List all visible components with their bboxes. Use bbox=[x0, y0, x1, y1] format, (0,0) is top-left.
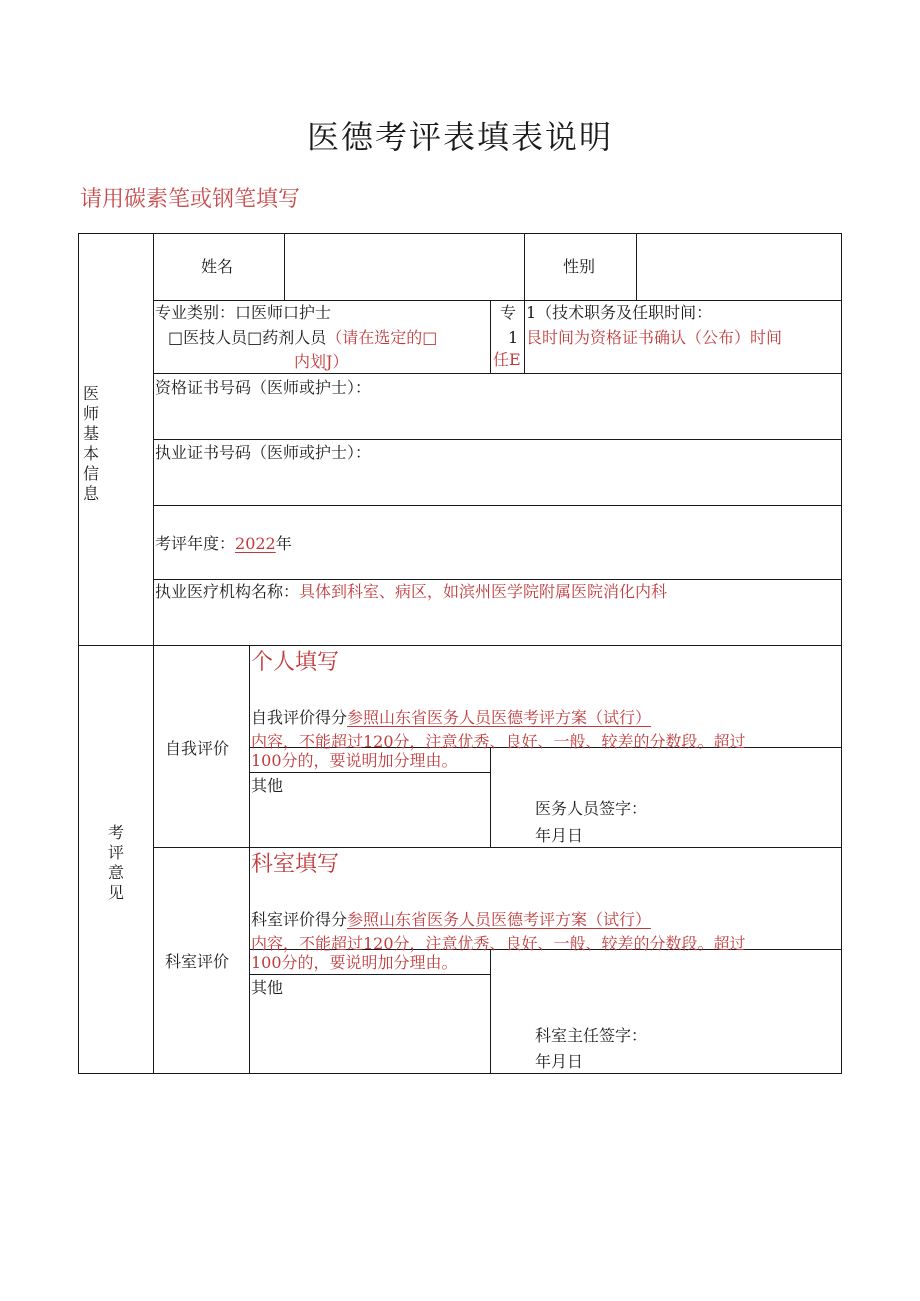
qualification-label: 资格证书号码（医师或护士）： bbox=[155, 378, 372, 397]
dept-score-hint-3: 100分的，要说明加分理由。 bbox=[251, 953, 458, 972]
name-label: 姓名 bbox=[201, 257, 234, 276]
self-signature-label: 医务人员签字： bbox=[535, 799, 648, 818]
license-field[interactable] bbox=[155, 468, 839, 502]
self-score-label: 自我评价得分 bbox=[251, 708, 348, 727]
self-other-label: 其他 bbox=[251, 776, 284, 795]
year-label: 考评年度： bbox=[155, 534, 236, 553]
title-col-2: 1 bbox=[508, 328, 519, 347]
category-options[interactable]: □医技人员□药剂人员 bbox=[168, 328, 327, 347]
institution-row bbox=[155, 580, 667, 604]
year-suffix: 年 bbox=[275, 534, 292, 553]
year-row bbox=[155, 532, 292, 556]
page-title: 医德考评表填表说明 bbox=[306, 118, 613, 156]
self-score-hint-1: 参照山东省医务人员医德考评方案（试行） bbox=[347, 708, 652, 727]
self-score-hint-3: 100分的，要说明加分理由。 bbox=[251, 751, 458, 770]
self-score-hint-2: 内容，不能超过120分，注意优秀、良好、一般、较差的分数段。超过 bbox=[251, 732, 746, 751]
section-label-basic-info: 医师基本信息 bbox=[82, 384, 99, 503]
gender-label: 性别 bbox=[563, 257, 596, 276]
name-field[interactable] bbox=[286, 235, 522, 299]
license-label: 执业证书号码（医师或护士）： bbox=[155, 443, 372, 462]
category-hint-a: （请在选定的□ bbox=[326, 328, 438, 347]
category-hint-b: 内划J） bbox=[294, 352, 349, 371]
dept-score-hint-2: 内容，不能超过120分，注意优秀、良好、一般、较差的分数段。超过 bbox=[251, 934, 746, 953]
institution-field[interactable] bbox=[155, 606, 839, 642]
gender-field[interactable] bbox=[638, 235, 840, 299]
dept-eval-heading: 科室填写 bbox=[251, 852, 340, 877]
institution-hint: 具体到科室、病区，如滨州医学院附属医院消化内科 bbox=[299, 582, 668, 601]
self-eval-heading: 个人填写 bbox=[251, 650, 340, 675]
self-date-label: 年月日 bbox=[535, 826, 584, 845]
dept-eval-label: 科室评价 bbox=[165, 952, 230, 971]
title-info-label: 1（技术职务及任职时间： bbox=[526, 303, 713, 322]
fill-notice: 请用碳素笔或钢笔填写 bbox=[80, 187, 301, 212]
dept-score-hint-1: 参照山东省医务人员医德考评方案（试行） bbox=[347, 910, 652, 929]
dept-score-row[interactable] bbox=[251, 908, 651, 932]
title-col-1: 专 bbox=[500, 303, 517, 322]
self-other-field[interactable] bbox=[251, 798, 488, 844]
dept-other-field[interactable] bbox=[251, 1000, 488, 1070]
dept-score-label: 科室评价得分 bbox=[251, 910, 348, 929]
title-col-3: 任E bbox=[493, 350, 521, 369]
self-eval-label: 自我评价 bbox=[165, 739, 230, 758]
qualification-field[interactable] bbox=[155, 402, 839, 436]
year-value[interactable]: 2022 bbox=[235, 534, 276, 553]
category-line-2 bbox=[168, 326, 437, 350]
dept-date-label: 年月日 bbox=[535, 1052, 584, 1071]
institution-label: 执业医疗机构名称： bbox=[155, 582, 300, 601]
category-line-1: 专业类别：口医师口护士 bbox=[155, 303, 332, 322]
self-score-row[interactable] bbox=[251, 706, 651, 730]
dept-signature-label: 科室主任签字： bbox=[535, 1026, 648, 1045]
dept-other-label: 其他 bbox=[251, 978, 284, 997]
title-info-hint: 艮时间为资格证书确认（公布）时间 bbox=[526, 328, 783, 347]
section-label-evaluation: 考评意见 bbox=[107, 823, 124, 902]
